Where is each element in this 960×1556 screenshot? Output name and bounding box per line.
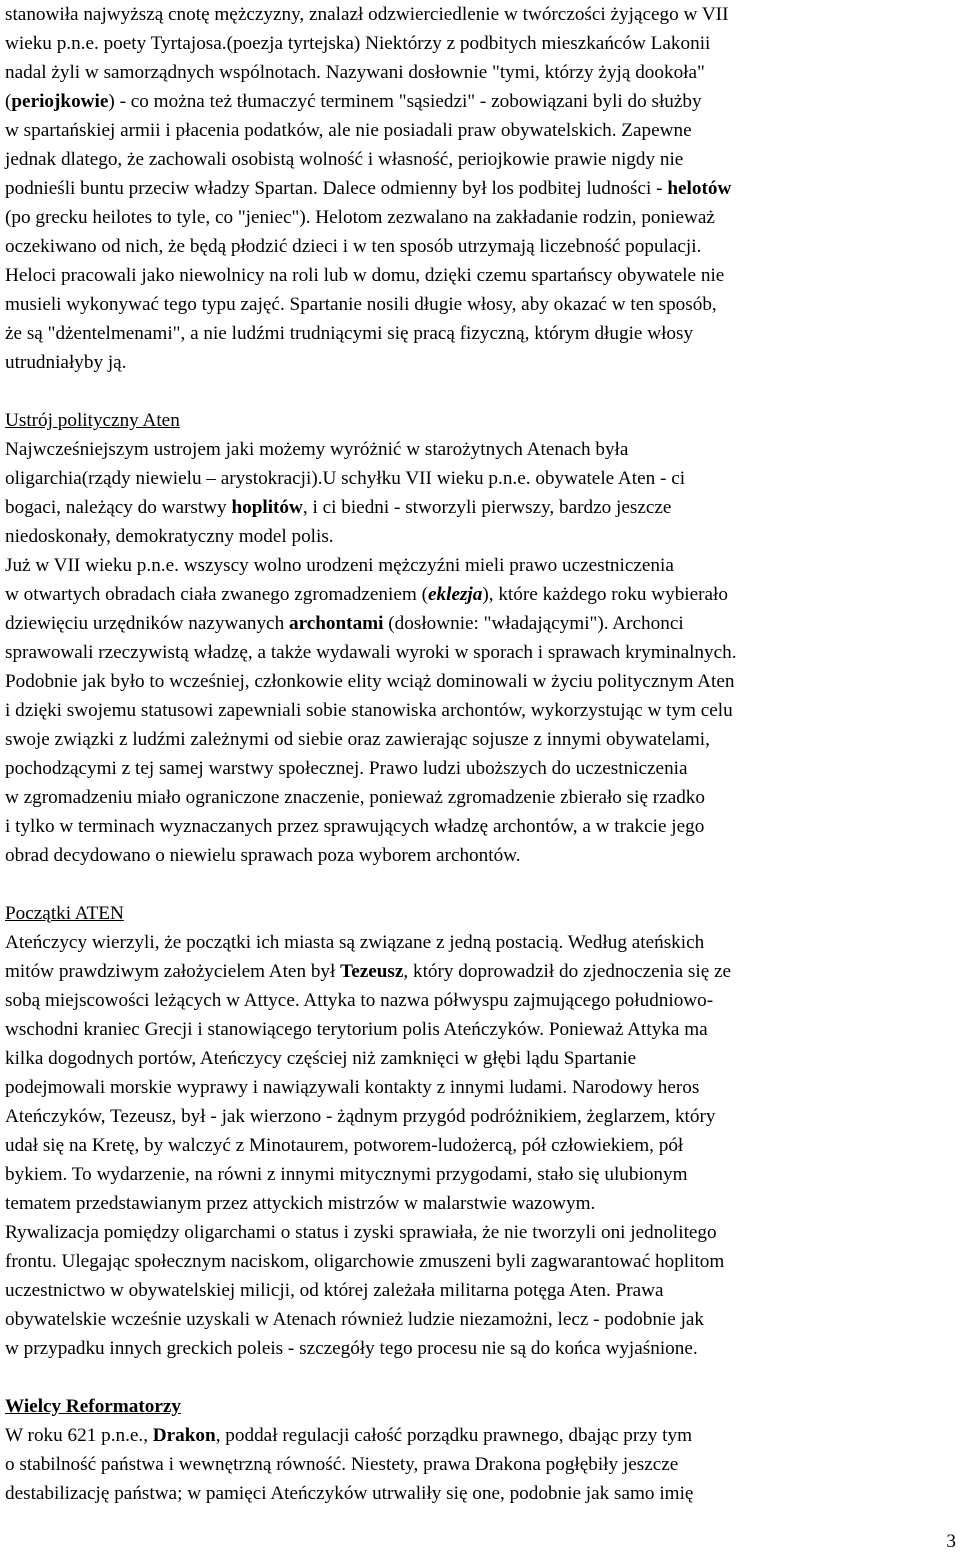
text-run: mitów prawdziwym założycielem Aten był [5,961,341,982]
text-line: frontu. Ulegając społecznym naciskom, oligarchowie zmuszeni byli zagwarantować hoplitom [5,1251,725,1272]
ustroj-paragraph [5,435,953,870]
text-line: bykiem. To wydarzenie, na równi z innymi mitycznymi przygodami, stało się ulubionym [5,1164,688,1185]
text-line: swoje związki z ludźmi zależnymi od siebie oraz zawierając sojusze z innymi obywatelami, [5,729,710,750]
text-line: że są "dżentelmenami", a nie ludźmi trudniącymi się pracą fizyczną, którym długie włosy [5,323,694,344]
section-gap [5,377,953,406]
term-helotow: helotów [667,178,732,199]
text-line [5,1421,953,1450]
wielcy-paragraph [5,1421,953,1508]
text-line: Podobnie jak było to wcześniej, członkowie elity wciąż dominowali w życiu politycznym Aten [5,671,735,692]
text-line: obywatelskie wcześnie uzyskali w Atenach również ludzie niezamożni, lecz - podobnie jak [5,1309,705,1330]
text-line: Najwcześniejszym ustrojem jaki możemy wyróżnić w starożytnych Atenach była [5,439,629,460]
text-line [5,87,953,116]
text-run: podnieśli buntu przeciw władzy Spartan. Dalece odmienny był los podbitej ludności - [5,178,668,199]
text-line: sprawowali rzeczywistą władzę, a także wydawali wyroki w sporach i sprawach kryminalnych. [5,642,737,663]
sparta-paragraph [5,0,953,377]
text-run: w otwartych obradach ciała zwanego zgromadzeniem ( [5,584,428,605]
text-line: kilka dogodnych portów, Ateńczycy częściej niż zamknięci w głębi lądu Spartanie [5,1048,637,1069]
text-line: i dzięki swojemu statusowi zapewniali sobie stanowiska archontów, wykorzystując w tym celu [5,700,733,721]
text-line: w zgromadzeniu miało ograniczone znaczenie, ponieważ zgromadzenie zbierało się rzadko [5,787,705,808]
text-line: oczekiwano od nich, że będą płodzić dzieci i w ten sposób utrzymają liczebność populacji. [5,236,702,257]
term-tezeusz: Tezeusz [340,961,404,982]
text-line: destabilizację państwa; w pamięci Ateńczyków utrwaliły się one, podobnie jak samo imię [5,1483,694,1504]
section-heading-poczatki: Początki ATEN [5,903,124,924]
section-gap [5,1363,953,1392]
term-hoplitow: hoplitów [231,497,303,518]
text-line: Ateńczyków, Tezeusz, był - jak wierzono - żądnym przygód podróżnikiem, żeglarzem, który [5,1106,716,1127]
text-line: tematem przedstawianym przez attyckich mistrzów w malarstwie wazowym. [5,1193,596,1214]
page-number: 3 [946,1531,956,1552]
section-gap [5,870,953,899]
text-line: musieli wykonywać tego typu zajęć. Spartanie nosili długie włosy, aby okazać w ten sposób, [5,294,717,315]
term-archontami: archontami [288,613,384,634]
text-line: (po grecku heilotes to tyle, co "jeniec"). Helotom zezwalano na zakładanie rodzin, ponieważ [5,207,715,228]
text-line [5,580,953,609]
text-line: Ateńczycy wierzyli, że początki ich miasta są związane z jedną postacią. Według ateńskich [5,932,705,953]
text-line: Rywalizacja pomiędzy oligarchami o status i zyski sprawiała, że nie tworzyli oni jednolitego [5,1222,717,1243]
text-line: sobą miejscowości leżących w Attyce. Attyka to nazwa półwyspu zajmującego południowo- [5,990,714,1011]
term-periojkowie: periojkowie [11,91,109,112]
text-line: nadal żyli w samorządnych wspólnotach. Nazywani dosłownie "tymi, którzy żyją dookoła" [5,62,705,83]
text-line [5,493,953,522]
text-line: obrad decydowano o niewielu sprawach poza wyborem archontów. [5,845,521,866]
text-run: (dosłownie: "władającymi"). Archonci [383,613,684,634]
text-line: niedoskonały, demokratyczny model polis. [5,526,334,547]
text-line: Heloci pracowali jako niewolnicy na roli lub w domu, dzięki czemu spartańscy obywatele nie [5,265,725,286]
text-line: w spartańskiej armii i płacenia podatków, ale nie posiadali praw obywatelskich. Zapewne [5,120,692,141]
text-run: ), które każdego roku wybierało [482,584,728,605]
text-line: pochodzącymi z tej samej warstwy społecznej. Prawo ludzi uboższych do uczestniczenia [5,758,688,779]
text-line: i tylko w terminach wyznaczanych przez sprawujących władzę archontów, a w trakcie jego [5,816,705,837]
text-line [5,609,953,638]
text-line: uczestnictwo w obywatelskiej milicji, od której zależała militarna potęga Aten. Prawa [5,1280,664,1301]
text-run: ( [5,91,12,112]
text-line: oligarchia(rządy niewielu – arystokracji).U schyłku VII wieku p.n.e. obywatele Aten - ci [5,468,686,489]
text-line: podejmowali morskie wyprawy i nawiązywali kontakty z innymi ludami. Narodowy heros [5,1077,700,1098]
text-line: o stabilność państwa i wewnętrzną równość. Niestety, prawa Drakona pogłębiły jeszcze [5,1454,679,1475]
text-line: jednak dlatego, że zachowali osobistą wolność i własność, periojkowie prawie nigdy nie [5,149,684,170]
section-heading-ustroj: Ustrój polityczny Aten [5,410,180,431]
section-heading-wielcy: Wielcy Reformatorzy [5,1396,181,1417]
text-run: dziewięciu urzędników nazywanych [5,613,289,634]
text-line: utrudniałyby ją. [5,352,127,373]
term-eklezja: eklezja [428,584,483,605]
text-line: stanowiła najwyższą cnotę mężczyzny, znalazł odzwierciedlenie w twórczości żyjącego w VII [5,4,729,25]
text-run: , poddał regulacji całość porządku prawnego, dbając przy tym [215,1425,693,1446]
text-run: , i ci biedni - stworzyli pierwszy, bardzo jeszcze [302,497,672,518]
text-run: , który doprowadził do zjednoczenia się ze [403,961,732,982]
text-run: ) - co można też tłumaczyć terminem "sąsiedzi" - zobowiązani byli do służby [108,91,702,112]
text-run: W roku 621 p.n.e., [5,1425,153,1446]
text-line [5,174,953,203]
poczatki-paragraph [5,928,953,1363]
text-line: wieku p.n.e. poety Tyrtajosa.(poezja tyrtejska) Niektórzy z podbitych mieszkańców Lakonii [5,33,711,54]
text-run: bogaci, należący do warstwy [5,497,232,518]
text-line: udał się na Kretę, by walczyć z Minotaurem, potworem-ludożercą, pół człowiekiem, pół [5,1135,684,1156]
text-line: wschodni kraniec Grecji i stanowiącego terytorium polis Ateńczyków. Ponieważ Attyka ma [5,1019,708,1040]
text-line [5,957,953,986]
document-page [5,0,953,1508]
text-line: w przypadku innych greckich poleis - szczegóły tego procesu nie są do końca wyjaśnione. [5,1338,698,1359]
text-line: Już w VII wieku p.n.e. wszyscy wolno urodzeni mężczyźni mieli prawo uczestniczenia [5,555,674,576]
term-drakon: Drakon [152,1425,216,1446]
